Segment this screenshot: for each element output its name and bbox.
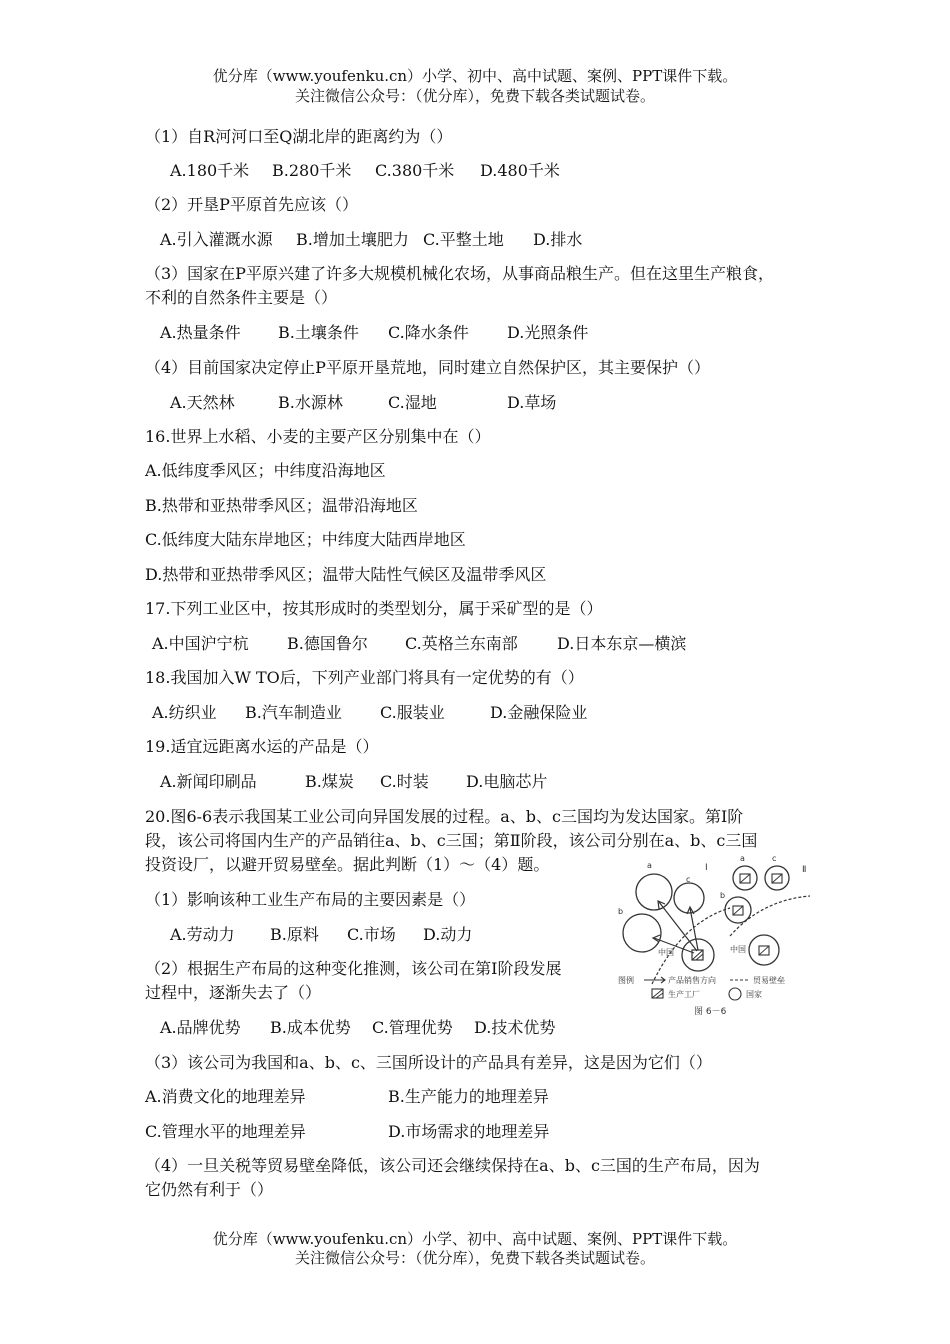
q15-4-option-b: B.水源林 bbox=[278, 393, 343, 412]
country-b-circle bbox=[623, 914, 661, 952]
figure-caption: 图 6－6 bbox=[694, 1007, 727, 1017]
q20-stem-line-2: 段，该公司将国内生产的产品销往a、b、c三国；第Ⅱ阶段，该公司分别在a、b、c三国 bbox=[145, 831, 758, 850]
header-line-2: 关注微信公众号：（优分库），免费下载各类试题试卷。 bbox=[294, 87, 655, 105]
q20-2-option-b: B.成本优势 bbox=[270, 1018, 351, 1037]
q15-4-option-a: A.天然林 bbox=[170, 393, 235, 412]
q19-option-b: B.煤炭 bbox=[305, 772, 354, 791]
country-b-label-stage-2: b bbox=[720, 891, 726, 900]
q18-option-b: B.汽车制造业 bbox=[245, 703, 342, 722]
legend-title: 图例 bbox=[618, 976, 634, 985]
q18-option-d: D.金融保险业 bbox=[490, 703, 588, 722]
q17-option-b: B.德国鲁尔 bbox=[287, 634, 368, 653]
legend-trade-barrier: 贸易壁垒 bbox=[753, 976, 785, 985]
q15-1-option-a: A.180千米 bbox=[170, 161, 250, 180]
q16-option-c: C.低纬度大陆东岸地区；中纬度大陆西岸地区 bbox=[145, 530, 466, 549]
q20-3-stem: （3）该公司为我国和a、b、c、三国所设计的产品具有差异，这是因为它们（） bbox=[145, 1053, 712, 1072]
q15-3-option-a: A.热量条件 bbox=[160, 323, 241, 342]
q20-4-stem-line-2: 它仍然有利于（） bbox=[145, 1180, 274, 1199]
q16-option-b: B.热带和亚热带季风区；温带沿海地区 bbox=[145, 496, 418, 515]
q20-1-option-c: C.市场 bbox=[347, 925, 396, 944]
country-a-label: a bbox=[647, 861, 652, 870]
country-a-circle bbox=[636, 874, 672, 910]
q15-1-option-d: D.480千米 bbox=[480, 161, 560, 180]
china-label-stage-2: 中国 bbox=[730, 945, 746, 954]
q17-stem: 17.下列工业区中，按其形成时的类型划分，属于采矿型的是（） bbox=[145, 599, 603, 618]
q18-option-a: A.纺织业 bbox=[152, 703, 217, 722]
footer-line-2: 关注微信公众号：（优分库），免费下载各类试题试卷。 bbox=[294, 1249, 655, 1267]
q20-4-stem-line-1: （4）一旦关税等贸易壁垒降低，该公司还会继续保持在a、b、c三国的生产布局，因为 bbox=[145, 1156, 760, 1175]
q20-3-option-b: B.生产能力的地理差异 bbox=[388, 1087, 549, 1106]
q17-option-c: C.英格兰东南部 bbox=[405, 634, 518, 653]
q15-4-option-d: D.草场 bbox=[507, 393, 557, 412]
q20-2-stem-line-1: （2）根据生产布局的这种变化推测，该公司在第Ⅰ阶段发展 bbox=[145, 959, 562, 978]
q15-3-option-c: C.降水条件 bbox=[388, 323, 469, 342]
q19-option-c: C.时装 bbox=[380, 772, 429, 791]
q19-option-d: D.电脑芯片 bbox=[466, 772, 548, 791]
q18-option-c: C.服装业 bbox=[380, 703, 445, 722]
q15-3-option-b: B.土壤条件 bbox=[278, 323, 359, 342]
q16-option-a: A.低纬度季风区；中纬度沿海地区 bbox=[145, 461, 386, 480]
country-c-label-stage-2: c bbox=[772, 854, 777, 863]
q17-option-a: A.中国沪宁杭 bbox=[152, 634, 249, 653]
legend-country-icon bbox=[729, 988, 741, 1000]
q15-2-option-c: C.平整土地 bbox=[423, 230, 504, 249]
q15-4-option-c: C.湿地 bbox=[388, 393, 437, 412]
q15-2-stem: （2）开垦P平原首先应该（） bbox=[145, 195, 358, 214]
legend-factory: 生产工厂 bbox=[668, 990, 700, 999]
q15-4-stem: （4）目前国家决定停止P平原开垦荒地，同时建立自然保护区，其主要保护（） bbox=[145, 358, 710, 377]
q17-option-d: D.日本东京—横滨 bbox=[557, 634, 687, 653]
q20-1-option-a: A.劳动力 bbox=[170, 925, 235, 944]
q16-option-d: D.热带和亚热带季风区；温带大陆性气候区及温带季风区 bbox=[145, 565, 547, 584]
country-a-label-stage-2: a bbox=[740, 854, 745, 863]
q15-2-option-d: D.排水 bbox=[533, 230, 583, 249]
header-line-1: 优分库（www.youfenku.cn）小学、初中、高中试题、案例、PPT课件下载。 bbox=[212, 67, 738, 85]
q19-stem: 19.适宜远距离水运的产品是（） bbox=[145, 737, 379, 756]
q15-3-stem-line-1: （3）国家在P平原兴建了许多大规模机械化农场，从事商品粮生产。但在这里生产粮食， bbox=[145, 264, 774, 283]
legend-sales-direction: 产品销售方向 bbox=[668, 976, 716, 985]
q15-2-option-a: A.引入灌溉水源 bbox=[160, 230, 273, 249]
q20-3-option-c: C.管理水平的地理差异 bbox=[145, 1122, 306, 1141]
china-label-stage-1: 中国 bbox=[658, 948, 674, 957]
q20-3-option-a: A.消费文化的地理差异 bbox=[145, 1087, 306, 1106]
stage-2-label: Ⅱ bbox=[802, 865, 807, 875]
q20-1-option-b: B.原料 bbox=[270, 925, 319, 944]
q15-1-option-c: C.380千米 bbox=[375, 161, 455, 180]
q20-2-stem-line-2: 过程中，逐渐失去了（） bbox=[145, 983, 322, 1002]
q20-stem-line-1: 20.图6-6表示我国某工业公司向异国发展的过程。a、b、c三国均为发达国家。第Ⅰ阶 bbox=[145, 807, 744, 826]
q15-1-stem: （1）自R河河口至Q湖北岸的距离约为（） bbox=[145, 127, 453, 146]
q20-2-option-c: C.管理优势 bbox=[372, 1018, 453, 1037]
q20-2-option-d: D.技术优势 bbox=[474, 1018, 556, 1037]
footer-line-1: 优分库（www.youfenku.cn）小学、初中、高中试题、案例、PPT课件下载。 bbox=[212, 1230, 738, 1248]
q19-option-a: A.新闻印刷品 bbox=[160, 772, 257, 791]
q15-3-stem-line-2: 不利的自然条件主要是（） bbox=[145, 288, 338, 307]
q15-3-option-d: D.光照条件 bbox=[507, 323, 589, 342]
legend-country: 国家 bbox=[746, 990, 762, 999]
q20-1-option-d: D.动力 bbox=[423, 925, 473, 944]
q16-stem: 16.世界上水稻、小麦的主要产区分别集中在（） bbox=[145, 427, 491, 446]
country-b-label: b bbox=[618, 907, 624, 916]
q15-1-option-b: B.280千米 bbox=[272, 161, 352, 180]
q20-2-option-a: A.品牌优势 bbox=[160, 1018, 241, 1037]
stage-1-label: Ⅰ bbox=[705, 863, 708, 873]
country-c-label: c bbox=[686, 875, 691, 884]
q20-stem-line-3: 投资设厂，以避开贸易壁垒。据此判断（1）～（4）题。 bbox=[145, 855, 550, 874]
figure-6-6 bbox=[612, 852, 812, 1020]
q18-stem: 18.我国加入W TO后，下列产业部门将具有一定优势的有（） bbox=[145, 668, 584, 687]
q20-1-stem: （1）影响该种工业生产布局的主要因素是（） bbox=[145, 890, 476, 909]
q15-2-option-b: B.增加土壤肥力 bbox=[296, 230, 409, 249]
q20-3-option-d: D.市场需求的地理差异 bbox=[388, 1122, 550, 1141]
